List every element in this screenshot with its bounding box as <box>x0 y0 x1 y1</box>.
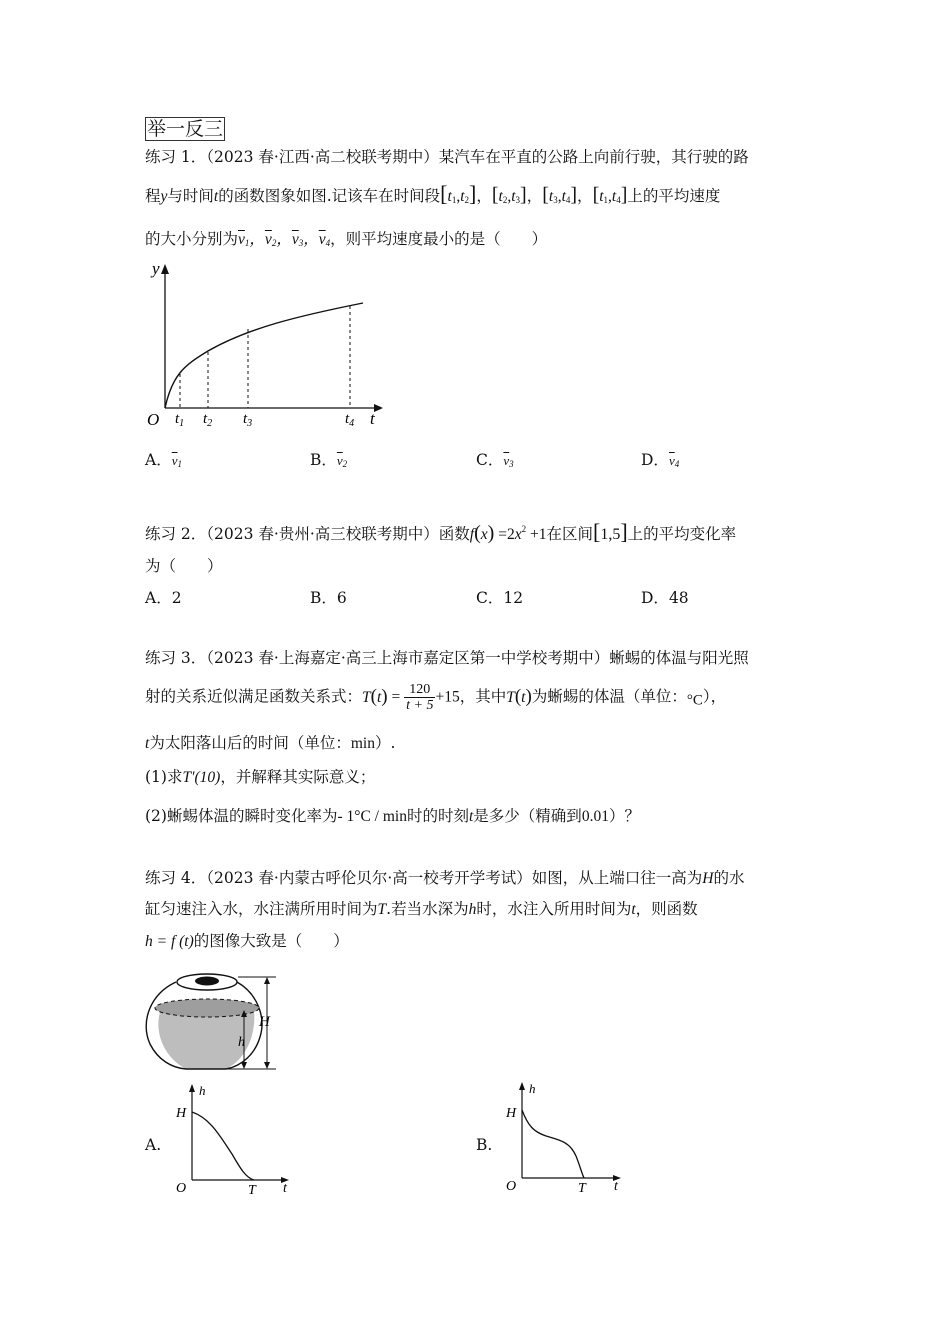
ex4-b-h-arrow <box>519 1082 525 1090</box>
ex1-ylabel: y <box>152 259 160 278</box>
ex2-interval: [1,5] <box>593 519 628 544</box>
ex3-q2-a: (2)蜥蜴体温的瞬时变化率为 <box>145 807 338 825</box>
ex2-source: （2023 春·贵州·高三校联考期中） <box>206 525 439 543</box>
ex3-plus15: +15 <box>435 688 460 706</box>
ex1-tick-t3: $t_3$ <box>243 411 253 429</box>
ex1-option-c-vbar: $\overline{v}_3$ <box>503 453 514 469</box>
ex4-line2-a: 缸匀速注入水，水注满所用时间为 <box>145 900 378 918</box>
ex1-option-c[interactable]: C．$\overline{v}_3$ <box>476 451 514 469</box>
ex1-option-b[interactable]: B．$\overline{v}_2$ <box>310 451 348 469</box>
ex3-line2-d: ）， <box>702 687 727 706</box>
ex4-line1-text: 如图，从上端口往一高为 <box>531 869 703 887</box>
ex2-func: $f(x) =2x^2 +1$ <box>469 522 547 544</box>
ex4-option-b-letter[interactable]: B. <box>476 1136 493 1154</box>
ex1-line3-b: ，则平均速度最小的是（ ） <box>330 230 548 248</box>
ex3-frac-den: t + 5 <box>406 698 434 713</box>
ex3-source: （2023 春·上海嘉定·高三上海市嘉定区第一中学校考期中） <box>206 649 610 667</box>
ex1-line2-d: 上的平均速度 <box>627 187 721 205</box>
ex2-option-a[interactable]: A．2 <box>145 589 182 607</box>
ex4-line2 <box>145 899 698 920</box>
ex3-T-of-t-2: T(t) <box>506 685 532 707</box>
ex1-var-t: t <box>213 188 219 205</box>
ex1-origin: O <box>147 410 160 429</box>
ex3-q2 <box>145 806 640 827</box>
ex4-water-tank-diagram <box>140 962 290 1074</box>
ex4-source: （2023 春·内蒙古呼伦贝尔·高一校考开学考试） <box>206 869 532 887</box>
ex1-line3-a: 的大小分别为 <box>145 230 239 248</box>
ex3-label: 练习 3． <box>145 649 207 667</box>
ex4-b-origin: O <box>506 1179 517 1194</box>
ex4-h-label: h <box>238 1035 245 1050</box>
ex4-a-curve <box>192 1112 254 1180</box>
ex1-option-d[interactable]: D．$\overline{v}_4$ <box>641 451 680 469</box>
ex4-var-T: T <box>377 901 387 918</box>
ex1-line1 <box>145 147 749 167</box>
ex1-label: 练习 1． <box>145 148 207 166</box>
ex1-line2 <box>145 181 721 210</box>
ex4-H-arrow-bottom <box>264 1062 270 1069</box>
ex4-line3-expr: h = f (t) <box>145 933 194 950</box>
ex4-H-arrow-top <box>264 977 270 984</box>
ex4-b-H-label: H <box>506 1106 517 1121</box>
ex1-option-a-vbar: $\overline{v}_1$ <box>171 453 182 469</box>
ex3-fraction <box>404 682 435 713</box>
ex3-frac-num: 120 <box>404 682 435 698</box>
ex4-option-a-graph[interactable] <box>170 1078 300 1198</box>
ex4-line1 <box>145 868 745 889</box>
section-title: 举一反三 <box>147 118 224 140</box>
ex3-line1-text: 蜥蜴的体温与阳光照 <box>609 649 749 667</box>
ex3-line3-a: 为太阳落山后的时间（单位： <box>149 734 351 752</box>
ex4-b-curve <box>522 1110 584 1178</box>
ex4-line2-d: ，则函数 <box>635 900 698 918</box>
ex3-T-of-t: T(t) <box>362 685 388 707</box>
ex3-line2-c: 为蜥蜴的体温（单位： <box>531 687 687 706</box>
ex2-text-b: 在区间 <box>546 525 593 543</box>
ex3-line2-b: ，其中 <box>459 687 507 706</box>
ex1-curve <box>165 303 363 408</box>
ex1-vbars: $\overline{v}_1$，$\overline{v}_2$，$\overline{v}_3$，$\overline{v}_4$ <box>238 231 331 248</box>
ex4-var-h: h <box>468 901 477 918</box>
ex3-q1-b: ，并解释其实际意义； <box>220 768 376 786</box>
ex1-var-y: y <box>160 188 168 205</box>
ex4-a-T-label: T <box>248 1183 256 1198</box>
ex1-source: （2023 春·江西·高二校联考期中） <box>206 148 439 166</box>
ex4-option-b-graph[interactable] <box>500 1076 630 1196</box>
ex3-q2-d: ）？ <box>608 807 640 825</box>
ex4-line2-b: .若当水深为 <box>386 900 469 918</box>
ex1-distance-time-graph <box>138 256 398 431</box>
ex2-text-a: 函数 <box>438 525 470 543</box>
ex3-line3-b: ）. <box>374 734 396 752</box>
ex4-a-origin: O <box>176 1181 187 1196</box>
ex3-line2-a: 射的关系近似满足函数关系式： <box>145 687 363 706</box>
ex3-q2-rate: - 1°C / min <box>337 808 407 825</box>
ex4-option-a-letter[interactable]: A. <box>145 1136 162 1154</box>
ex3-var-t: t <box>145 735 150 752</box>
ex2-text-c: 上的平均变化率 <box>627 525 737 543</box>
ex4-b-t-label: t <box>614 1179 618 1194</box>
ex1-y-arrow <box>161 264 169 274</box>
ex3-line1 <box>145 648 749 668</box>
ex2-option-d[interactable]: D．48 <box>641 589 689 607</box>
ex4-tank-opening <box>195 977 219 986</box>
ex2-line2: 为（ ） <box>145 557 223 575</box>
ex1-line1-text: 某汽车在平直的公路上向前行驶，其行驶的路 <box>438 148 749 166</box>
ex3-line3 <box>145 733 395 754</box>
ex2-option-b[interactable]: B．6 <box>310 589 347 607</box>
ex3-q2-prec: 0.01 <box>581 808 609 825</box>
ex4-line3 <box>145 931 349 952</box>
ex4-a-t-label: t <box>283 1181 287 1196</box>
ex4-b-T-label: T <box>578 1181 586 1196</box>
ex1-option-b-vbar: $\overline{v}_2$ <box>336 453 348 469</box>
ex4-line1-b: 的水 <box>713 869 745 887</box>
ex1-line2-b: 与时间 <box>167 187 214 205</box>
ex1-line2-a: 程 <box>145 187 161 205</box>
ex1-option-a[interactable]: A．$\overline{v}_1$ <box>145 451 182 469</box>
ex1-line2-c: 的函数图象如图.记该车在时间段 <box>218 187 441 205</box>
ex4-line2-c: 时，水注入所用时间为 <box>476 900 632 918</box>
ex3-unit-min: min <box>350 735 375 752</box>
ex3-q1-a: (1)求 <box>145 768 183 786</box>
section-title-box <box>145 118 225 140</box>
ex3-q2-c: 是多少（精确到 <box>473 807 582 825</box>
ex4-a-H-label: H <box>176 1106 187 1121</box>
ex4-h-arrow-bottom <box>241 1062 247 1069</box>
ex4-var-t: t <box>631 901 636 918</box>
ex3-unit-c: °C <box>686 692 703 709</box>
ex1-intervals: $[t_1,t_2]$，$[t_2,t_3]$，$[t_3,t_4]$，$[t_1,t_4]$ <box>440 181 628 206</box>
ex1-x-arrow <box>374 404 383 412</box>
ex3-q1 <box>145 767 375 788</box>
ex2-line1 <box>145 519 736 545</box>
ex1-option-d-vbar: $\overline{v}_4$ <box>668 453 680 469</box>
ex4-line3-b: 的图像大致是（ ） <box>193 932 349 950</box>
ex1-line3 <box>145 229 547 253</box>
ex3-line2: 射的关系近似满足函数关系式：T(t) = $\frac{120}{t + 5}$ +15，其中T(t)为蜥蜴的体温（单位：°C）， <box>145 682 727 713</box>
ex4-label: 练习 4． <box>145 869 207 887</box>
ex1-tick-t4: $t_4$ <box>345 411 355 429</box>
ex1-xlabel: t <box>370 409 375 428</box>
ex3-q2-b: 时的时刻 <box>406 807 469 825</box>
ex4-b-h-label: h <box>529 1081 536 1096</box>
ex1-tick-t2: $t_2$ <box>203 411 213 429</box>
ex2-option-c[interactable]: C．12 <box>476 589 524 607</box>
ex3-q2-var-t: t <box>468 808 474 825</box>
ex1-tick-t1: $t_1$ <box>175 411 185 429</box>
ex4-a-h-label: h <box>199 1083 206 1098</box>
ex4-H-label: H <box>259 1014 270 1030</box>
ex4-a-h-arrow <box>189 1084 195 1092</box>
ex2-label: 练习 2． <box>145 525 207 543</box>
ex4-var-H: H <box>702 870 714 887</box>
ex3-q1-expr: T′(10) <box>182 769 221 786</box>
